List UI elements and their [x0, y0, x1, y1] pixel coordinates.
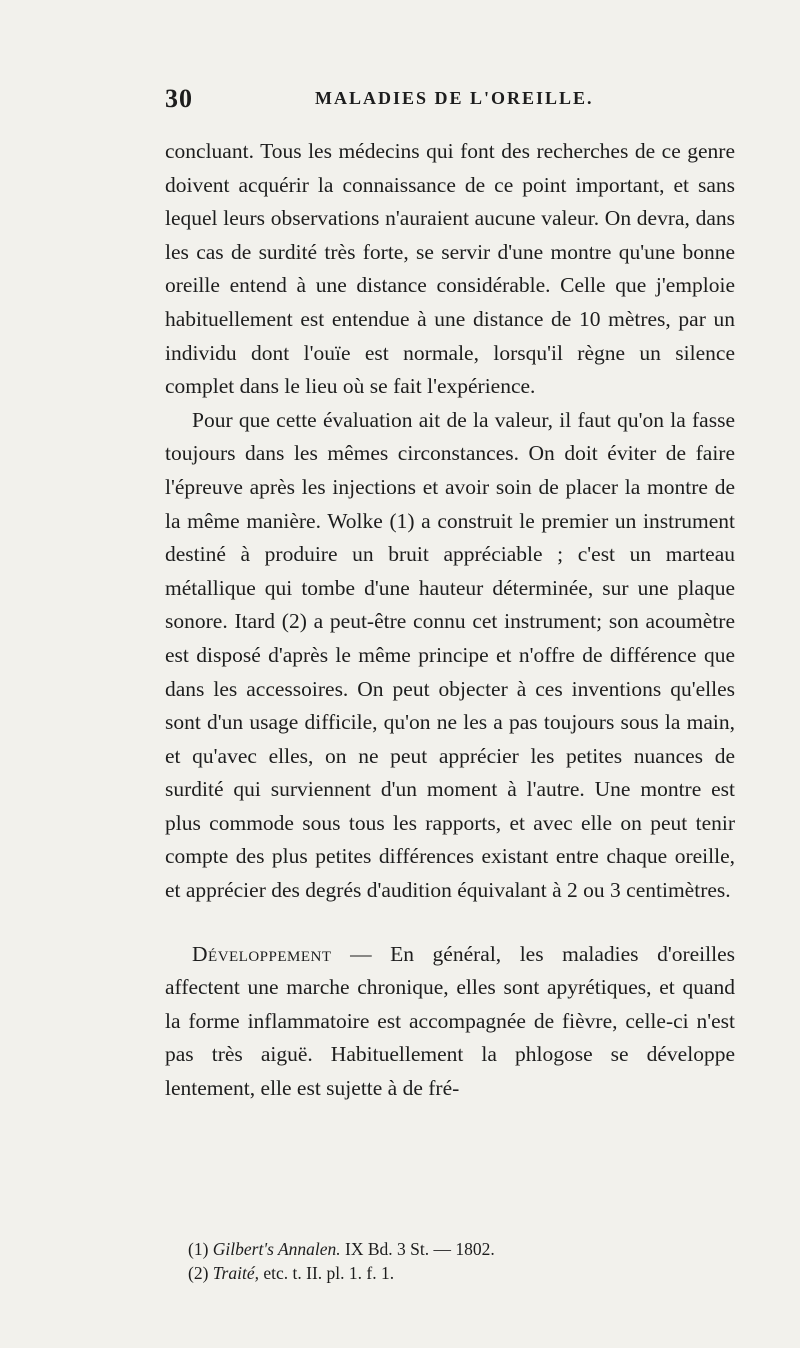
footnote-text: IX Bd. 3 St. — 1802. — [340, 1239, 495, 1259]
footnote-mark: (1) — [188, 1239, 209, 1259]
footnote-title: Gilbert's Annalen. — [212, 1239, 341, 1259]
footnote-title: Traité, — [212, 1263, 259, 1283]
section-heading: Développement — [192, 941, 332, 966]
page-number: 30 — [165, 84, 193, 113]
paragraph-2: Pour que cette évaluation ait de la valeur, il faut qu'on la fasse toujours dans les mêmes circonstances. On doit éviter de faire l'épreuve après les injections et avoir soin de placer la montre de la même manière. Wolke (1) a construit le premier un instrument destiné à produire un bruit appréciable ; c'est un marteau métallique qui tombe d'une hauteur déterminée, sur une plaque sonore. Itard (2) a peut-être connu cet instrument; son acoumètre est disposé d'après le même principe et n'offre de différence que dans les accessoires. On peut objecter à ces inventions qu'elles sont d'un usage difficile, qu'on ne les a pas toujours sous la main, et qu'avec elles, on ne peut apprécier les petites nuances de surdité qui surviennent d'un moment à l'autre. Une montre est plus commode sous tous les rapports, et avec elle on peut tenir compte des plus petites différences existant entre chaque oreille, et apprécier des degrés d'audition équivalant à 2 ou 3 centimètres. — [165, 407, 735, 903]
body-text — [165, 135, 735, 1106]
footnotes — [188, 1237, 728, 1285]
footnote-1 — [188, 1237, 728, 1261]
running-title: MALADIES DE L'OREILLE. — [315, 88, 594, 108]
paragraph-3-text: En général, les maladies d'oreilles affectent une marche chronique, elles sont apyrétiques, et quand la forme inflammatoire est accompagnée de fièvre, celle-ci n'est pas très aiguë. Habituellement la phlogose se développe lentement, elle est sujette à de fré- — [165, 941, 735, 1101]
paragraph-3 — [165, 938, 735, 1106]
paragraph-1: concluant. Tous les médecins qui font des recherches de ce genre doivent acquérir la connaissance de ce point important, et sans lequel leurs observations n'auraient aucune valeur. On devra, dans les cas de surdité très forte, se servir d'une montre qu'une bonne oreille entend à une distance considérable. Celle que j'emploie habituellement est entendue à une distance de 10 mètres, par un individu dont l'ouïe est normale, lorsqu'il règne un silence complet dans le lieu où se fait l'expérience. — [165, 139, 735, 399]
footnote-mark: (2) — [188, 1263, 209, 1283]
footnote-2 — [188, 1261, 728, 1285]
page-header — [165, 84, 725, 114]
footnote-text: etc. t. II. pl. 1. f. 1. — [258, 1263, 395, 1283]
section-dash: — — [331, 941, 391, 966]
